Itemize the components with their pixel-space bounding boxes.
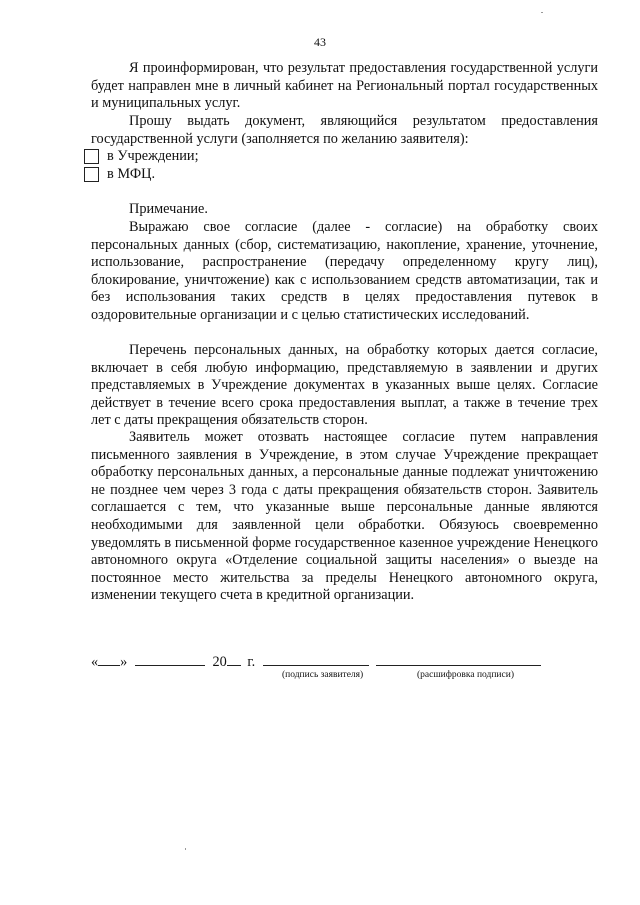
notification-paragraph: Я проинформирован, что результат предоставления государственной услуги будет направлен мне в личный кабинет на Региональный портал государственных и муниципальных услуг. [91,60,598,112]
option-institution[interactable] [84,148,199,165]
year-suffix: г. [247,654,256,670]
decoding-field[interactable] [376,652,541,666]
consent-paragraph: Выражаю свое согласие (далее - согласие) на обработку своих персональных данных (сбор, систематизацию, накопление, хранение, уточнение, использование, распространение (передачу определенному кругу лиц), блокирование, уничтожение) как с использованием средств автоматизации, так и без использования таких средств в целях предоставления путевок в оздоровительные организации и с целью статистических исследований. [91,219,598,323]
signature-caption: (подпись заявителя) [282,670,364,680]
personal-data-list-paragraph: Перечень персональных данных, на обработку которых дается согласие, включает в себя любую информацию, представляемую в заявлении и других представляемых в Учреждение документах в указанных выше целях. Согласие действует в течение всего срока предоставления выплат, а также в течение трех лет с даты прекращения обязательств сторон. [91,342,598,429]
scan-speck [185,848,186,850]
date-close-quote: » [120,654,128,670]
option-institution-label: в Учреждении; [107,148,199,164]
year-field[interactable] [227,652,241,666]
withdrawal-paragraph: Заявитель может отозвать настоящее согласие путем направления письменного заявления в Учреждение, в этом случае Учреждение прекращает обработку персональных данных, а персональные данные подлежат уничтожению не позднее чем через 3 года с даты прекращения обязательств сторон. Заявитель соглашается с тем, что указанные выше персональные данные являются необходимыми для заявленной цели обработки. Обязуюсь своевременно уведомлять в письменной форме государственное казенное учреждение Ненецкого автономного округа «Отделение социальной защиты населения» о выезде на постоянное место жительства за пределы Ненецкого автономного округа, изменении текущего счета в кредитной организации. [91,429,598,604]
scan-speck [541,12,543,13]
signature-field[interactable] [263,652,369,666]
date-open-quote: « [91,654,99,670]
issue-document-paragraph: Прошу выдать документ, являющийся результатом предоставления государственной услуги (заполняется по желанию заявителя): [91,113,598,147]
day-field[interactable] [98,652,120,666]
checkbox-mfc[interactable] [84,167,99,182]
option-mfc-label: в МФЦ. [107,166,156,182]
page-number: 43 [314,35,326,49]
year-prefix: 20 [212,654,227,670]
checkbox-institution[interactable] [84,149,99,164]
decoding-caption: (расшифровка подписи) [417,670,514,680]
option-mfc[interactable] [84,166,155,183]
note-title: Примечание. [129,201,208,217]
signature-line [91,652,541,671]
month-field[interactable] [135,652,205,666]
